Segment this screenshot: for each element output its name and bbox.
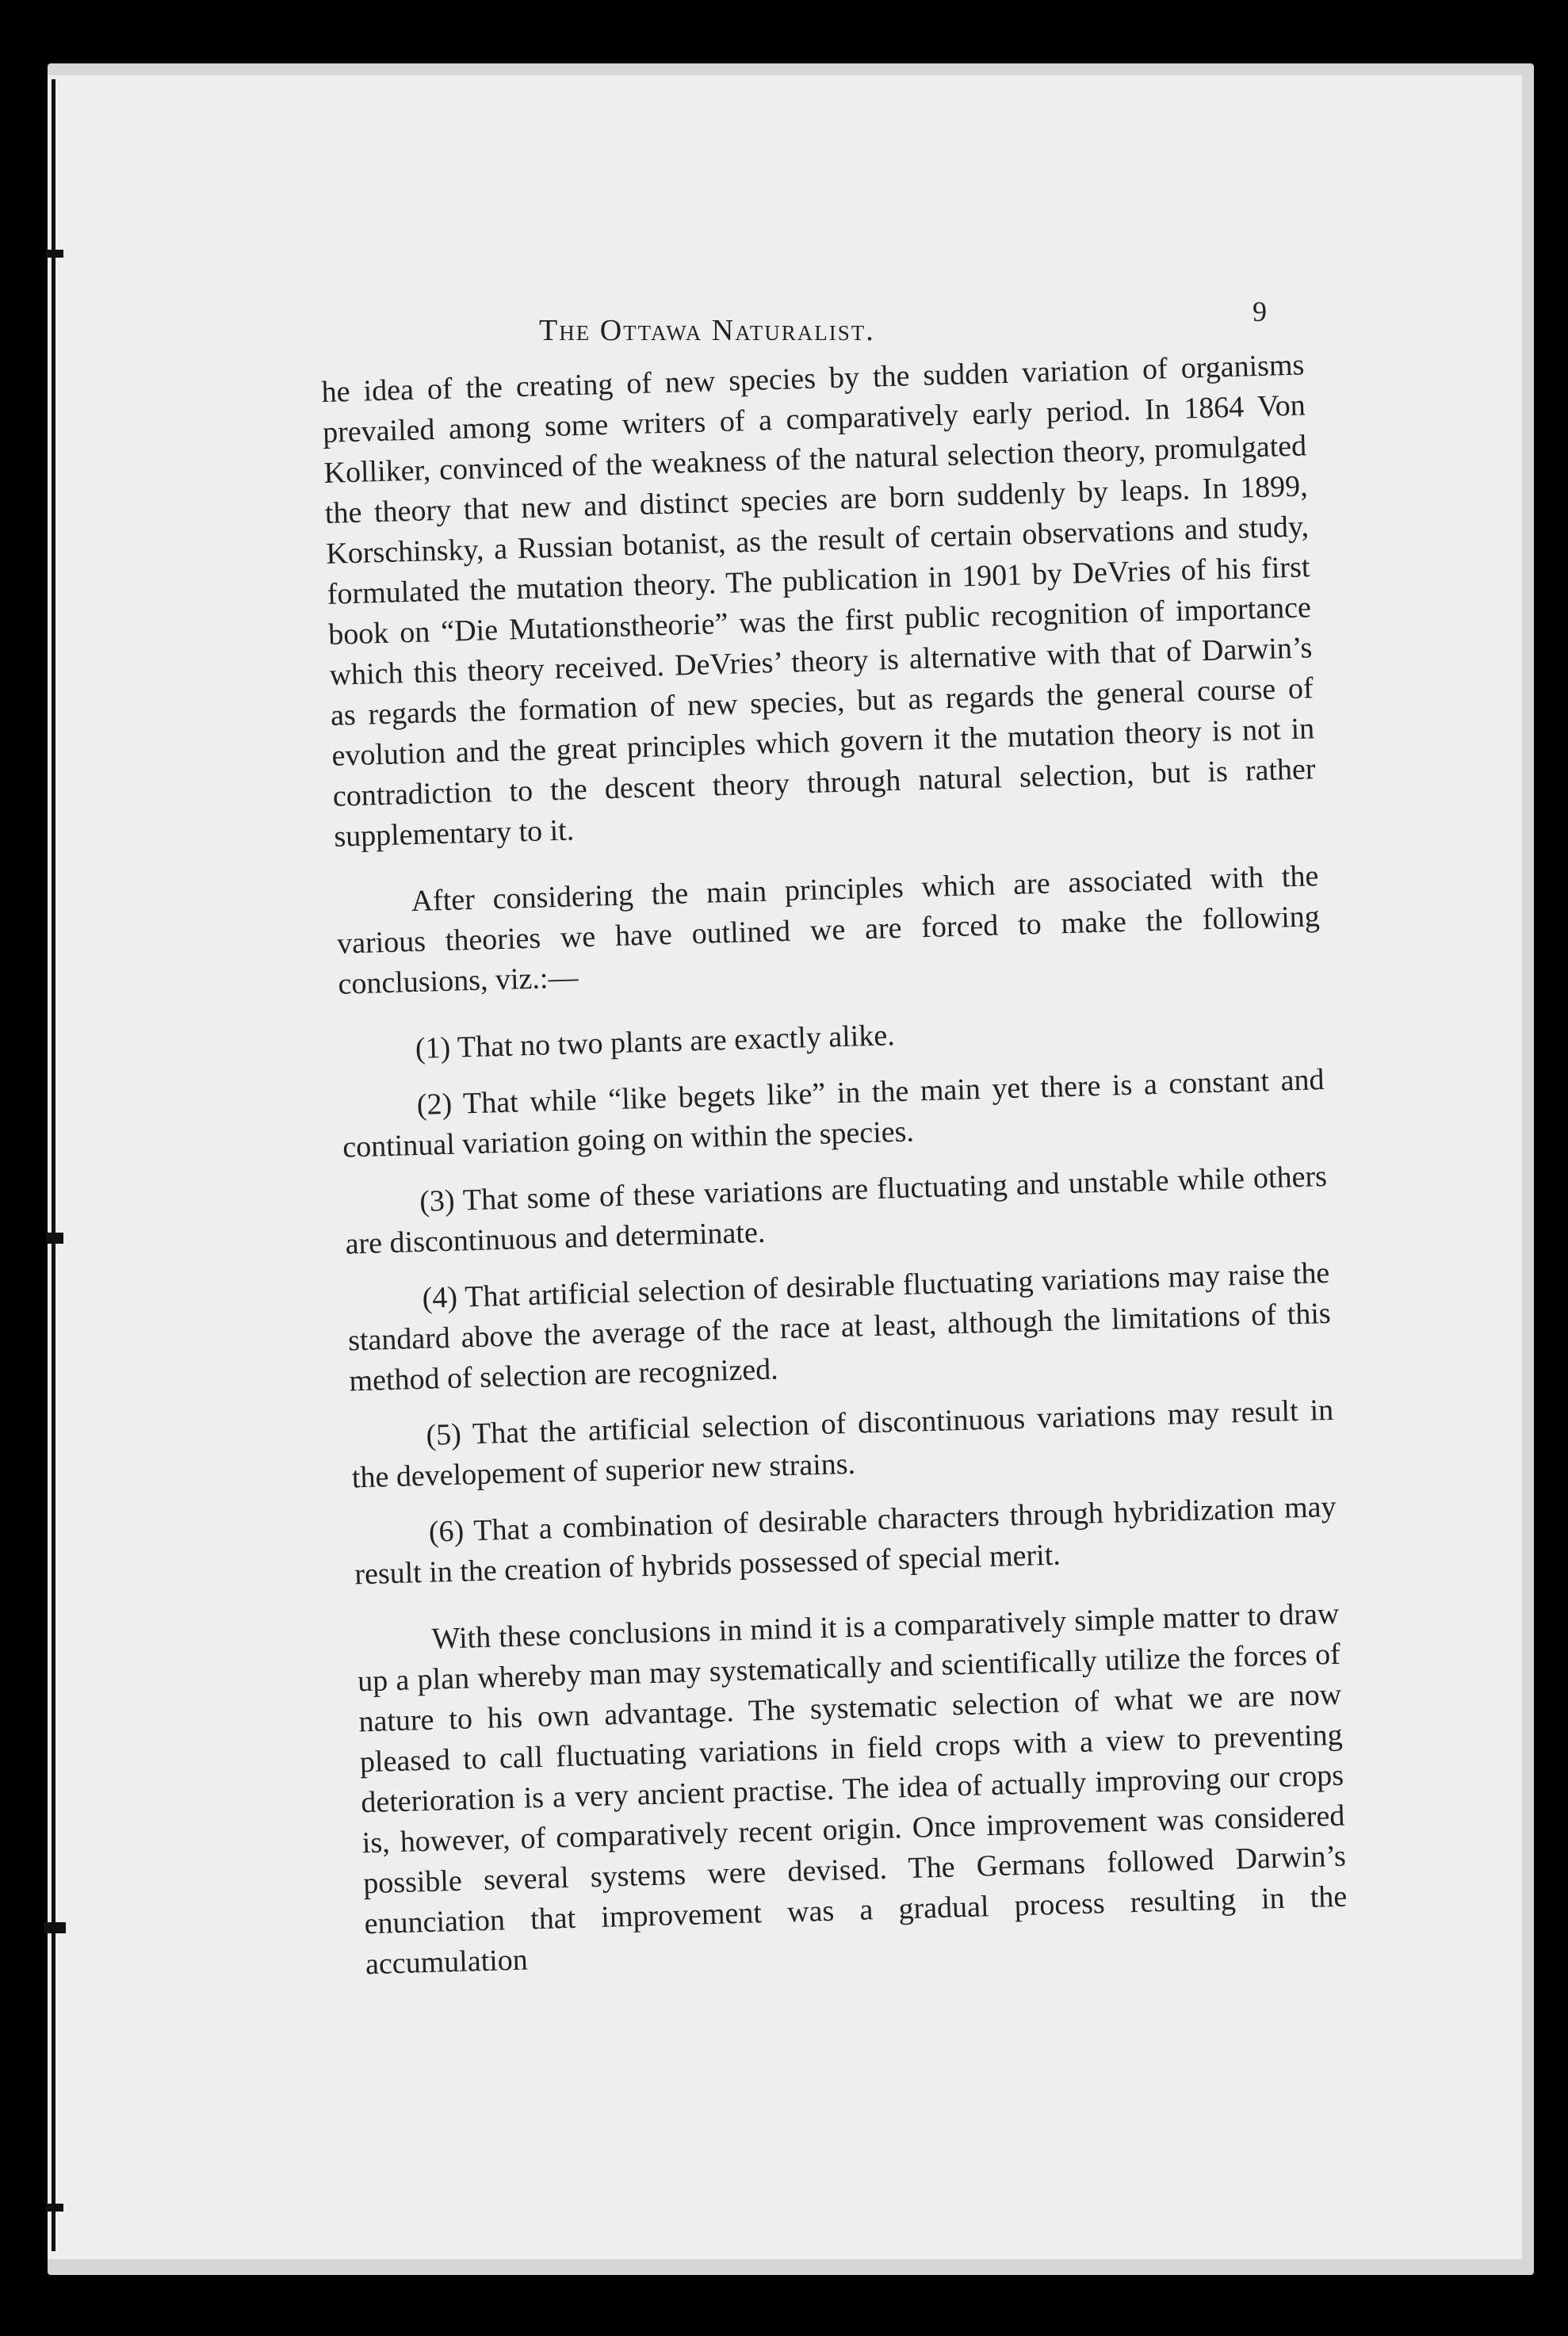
conclusion-item: (4) That artificial selection of desirable fluctuating variations may raise the standard above the average of the race at least, although the limitations of this method of selection are recognized. [347,1256,1332,1398]
conclusion-item: (1) That no two plants are exactly alike. [415,1019,896,1066]
conclusion-item: (2) That while “like begets like” in the main yet there is a constant and continual variation going on within the species. [342,1063,1325,1164]
paragraph: After considering the main principles which are associated with the various theories we have outlined we are forced to make the following conclusions, viz.:— [336,859,1321,1001]
margin-mark [46,250,63,258]
paragraph: he idea of the creating of new species by the sudden variation of organisms prevailed among some writers of a comparatively early period. In 1864 Von Kolliker, convinced of the weakness of the natural selection theory, promulgated the theory that new and distinct species are born suddenly by leaps. In 1899, Korschinsky, a Russian botanist, as the result of certain observations and study, formulated the mutation theory. The publication in 1901 by DeVries of his first book on “Die Mutationstheorie” was the first public recognition of importance which this theory received. DeVries’ theory is alternative with that of Darwin’s as regards the formation of new species, but as regards the general course of evolution and the great principles which govern it the mutation theory is not in contradiction to the descent theory through natural selection, but is rather supplementary to it. [321,348,1317,854]
conclusion-item: (6) That a combination of desirable characters through hybridization may result in the creation of hybrids possessed of special merit. [354,1489,1337,1592]
margin-mark [46,1233,63,1244]
body-text [321,345,1349,2011]
conclusion-item: (5) That the artificial selection of discontinuous variations may result in the developement of superior new strains. [351,1393,1334,1495]
paragraph: With these conclusions in mind it is a comparatively simple matter to draw up a plan whereby man may systematically and scientifically utilize the forces of nature to his own advantage. The systematic selection of what we are now pleased to call fluctuating variations in field crops with a view to preventing deterioration is a very ancient practise. The idea of actually improving our crops is, however, of comparatively recent origin. Once improvement was considered possible several systems were devised. The Germans followed Darwin’s enunciation that improvement was a gradual process resulting in the accumulation [357,1596,1348,1982]
page-number: 9 [1252,296,1267,327]
running-title: The Ottawa Naturalist. [539,314,875,347]
margin-mark [46,2204,63,2212]
margin-mark [44,1922,66,1933]
conclusion-item: (3) That some of these variations are fluctuating and unstable while others are discontinuous and determinate. [345,1159,1328,1261]
